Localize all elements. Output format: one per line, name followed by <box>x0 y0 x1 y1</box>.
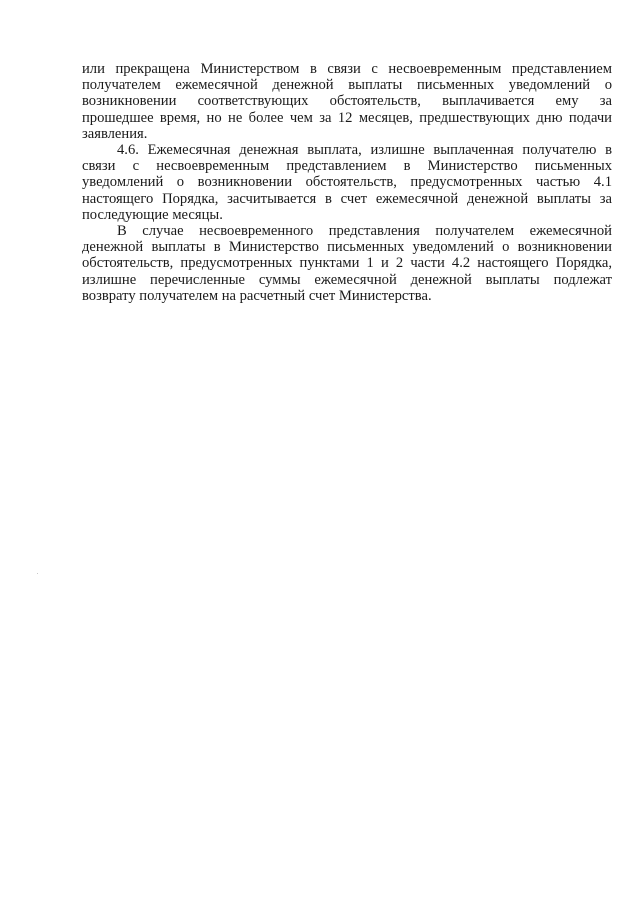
text-line: В случае несвоевременного представления получателем ежемесячной <box>117 223 612 240</box>
text-line: уведомлений о возникновении обстоятельств, предусмотренных частью 4.1 <box>82 174 612 191</box>
text-line: обстоятельств, предусмотренных пунктами 1 и 2 части 4.2 настоящего Порядка, <box>82 255 612 272</box>
paragraph-section-4-6 <box>82 142 612 223</box>
text-line: возникновении соответствующих обстоятельств, выплачивается ему за <box>82 93 612 110</box>
text-line: настоящего Порядка, засчитывается в счет ежемесячной денежной выплаты за <box>82 190 612 207</box>
text-line: последующие месяцы. <box>82 206 223 223</box>
text-line: возврату получателем на расчетный счет Министерства. <box>82 287 432 304</box>
text-line: или прекращена Министерством в связи с несвоевременным представлением <box>82 61 612 77</box>
document-body <box>82 61 612 304</box>
text-line: излишне перечисленные суммы ежемесячной денежной выплаты подлежат <box>82 271 612 288</box>
text-line: прошедшее время, но не более чем за 12 месяцев, предшествующих дню подачи <box>82 109 612 126</box>
text-line: денежной выплаты в Министерство письменных уведомлений о возникновении <box>82 239 612 256</box>
scan-speck <box>37 573 38 574</box>
text-line: заявления. <box>82 125 148 142</box>
text-line: связи с несвоевременным представлением в Министерство письменных <box>82 158 612 175</box>
paragraph-continuation <box>82 61 612 142</box>
paragraph-untimely-notice <box>82 223 612 304</box>
text-line: 4.6. Ежемесячная денежная выплата, излишне выплаченная получателю в <box>117 142 612 159</box>
text-line: получателем ежемесячной денежной выплаты письменных уведомлений о <box>82 77 612 94</box>
